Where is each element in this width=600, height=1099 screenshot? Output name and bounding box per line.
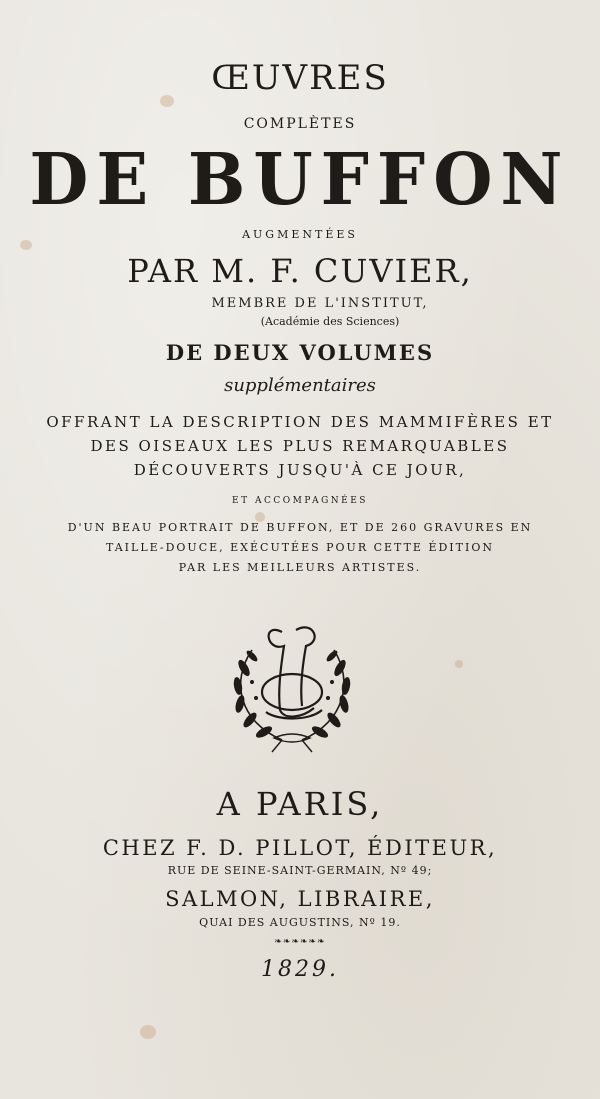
city-line: A PARIS,: [216, 785, 384, 823]
deux-volumes-line: DE DEUX VOLUMES: [165, 340, 435, 365]
academie-line: (Académie des Sciences): [260, 315, 400, 328]
supplementaires-line: supplémentaires: [224, 375, 376, 396]
bookseller-address: QUAI DES AUGUSTINS, Nº 19.: [199, 916, 401, 929]
bookseller-line: SALMON, LIBRAIRE,: [165, 887, 435, 911]
publisher-line: CHEZ F. D. PILLOT, ÉDITEUR,: [102, 836, 498, 860]
augmentees-text: AUGMENTÉES: [242, 228, 358, 241]
wreath-monogram-emblem: [222, 612, 362, 754]
illustrations-line: D'UN BEAU PORTRAIT DE BUFFON, ET DE 260 GRAVURES EN: [67, 521, 533, 534]
illustrations-line: PAR LES MEILLEURS ARTISTES.: [178, 561, 422, 574]
description-line: DES OISEAUX LES PLUS REMARQUABLES: [90, 437, 510, 455]
publisher-address: RUE DE SEINE-SAINT-GERMAIN, Nº 49;: [167, 864, 433, 877]
author-title: DE BUFFON: [29, 138, 571, 222]
editor-line: PAR M. F. CUVIER,: [127, 252, 473, 290]
foxing-spot: [455, 660, 463, 668]
ornament-divider: ❧❧❧❧❧❧: [274, 937, 326, 947]
monogram-l: [262, 627, 322, 718]
foxing-spot: [140, 1025, 156, 1039]
accompagnees-line: ET ACCOMPAGNÉES: [232, 496, 368, 506]
heading-completes: COMPLÈTES: [243, 116, 357, 132]
foxing-spot: [20, 240, 32, 250]
membre-line: MEMBRE DE L'INSTITUT,: [211, 296, 429, 311]
illustrations-line: TAILLE-DOUCE, EXÉCUTÉES POUR CETTE ÉDITION: [106, 541, 494, 554]
description-line: OFFRANT LA DESCRIPTION DES MAMMIFÈRES ET: [46, 413, 554, 431]
publication-year: 1829.: [261, 957, 339, 982]
heading-oeuvres: ŒUVRES: [211, 58, 389, 98]
wreath-leaves: [232, 649, 351, 740]
description-line: DÉCOUVERTS JUSQU'À CE JOUR,: [133, 461, 467, 479]
ribbon-bow: [272, 734, 312, 752]
